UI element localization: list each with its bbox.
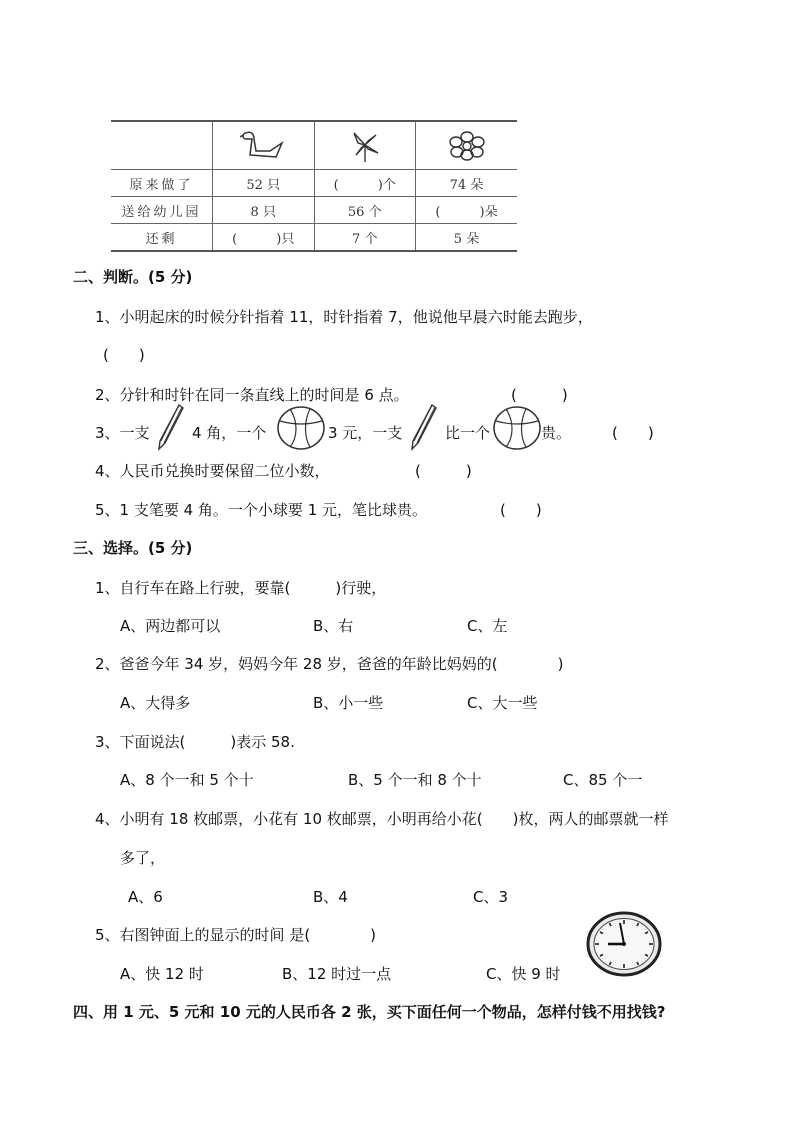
quantity-table bbox=[111, 120, 517, 248]
choice-q5-option-c[interactable]: C、快 9 时 bbox=[486, 965, 561, 983]
pencil-icon bbox=[155, 403, 185, 455]
judge-q3-part-c: 3 元，一支 bbox=[328, 424, 403, 442]
judge-q3-part-e: 贵。 bbox=[541, 424, 572, 442]
choice-q3-option-a[interactable]: A、8 个一和 5 个十 bbox=[120, 771, 254, 789]
table-cell: 52 只 bbox=[213, 170, 315, 197]
choice-q1: 1、自行车在路上行驶，要靠( )行驶， bbox=[95, 579, 387, 597]
choice-q4-line1: 4、小明有 18 枚邮票，小花有 10 枚邮票，小明再给小花( )枚，两人的邮票就一样 bbox=[95, 810, 669, 828]
table-cell: 56 个 bbox=[314, 197, 416, 224]
table-row bbox=[111, 224, 517, 252]
choice-q4-line2: 多了， bbox=[120, 849, 166, 867]
table-row bbox=[111, 197, 517, 224]
judge-q1: 1、小明起床的时候分针指着 11，时针指着 7，他说他早晨六时能去跑步， bbox=[95, 308, 593, 326]
judge-q4: 4、人民币兑换时要保留二位小数， bbox=[95, 462, 330, 480]
choice-q2-option-a[interactable]: A、大得多 bbox=[120, 694, 191, 712]
choice-q1-option-b[interactable]: B、右 bbox=[313, 617, 354, 635]
choice-q3-option-c[interactable]: C、85 个一 bbox=[563, 771, 643, 789]
choice-q2-option-b[interactable]: B、小一些 bbox=[313, 694, 384, 712]
paper-flower-icon bbox=[416, 121, 518, 170]
table-corner bbox=[111, 121, 213, 170]
choice-q1-option-a[interactable]: A、两边都可以 bbox=[120, 617, 221, 635]
table-cell: 5 朵 bbox=[416, 224, 518, 252]
section-2-title: 二、判断。(5 分) bbox=[73, 268, 193, 286]
judge-q4-answer-blank[interactable]: ( ) bbox=[415, 462, 472, 480]
choice-q5-option-a[interactable]: A、快 12 时 bbox=[120, 965, 204, 983]
choice-q4-option-b[interactable]: B、4 bbox=[313, 888, 348, 906]
choice-q5: 5、右图钟面上的显示的时间 是( ) bbox=[95, 926, 377, 944]
judge-q3-part-d: 比一个 bbox=[445, 424, 491, 442]
choice-q4-option-c[interactable]: C、3 bbox=[473, 888, 509, 906]
judge-q3-part-a: 3、一支 bbox=[95, 424, 150, 442]
clock-icon bbox=[586, 911, 662, 981]
choice-q3-option-b[interactable]: B、5 个一和 8 个十 bbox=[348, 771, 482, 789]
table-cell: 7 个 bbox=[314, 224, 416, 252]
choice-q1-option-c[interactable]: C、左 bbox=[467, 617, 508, 635]
judge-q2: 2、分针和时针在同一条直线上的时间是 6 点。 bbox=[95, 386, 409, 404]
pinwheel-icon bbox=[314, 121, 416, 170]
table-cell: 8 只 bbox=[213, 197, 315, 224]
paper-swan-icon bbox=[213, 121, 315, 170]
table-row bbox=[111, 170, 517, 197]
judge-q3-answer-blank[interactable]: ( ) bbox=[612, 424, 654, 442]
table-cell: ( )只 bbox=[213, 224, 315, 252]
choice-q5-option-b[interactable]: B、12 时过一点 bbox=[282, 965, 392, 983]
basketball-icon bbox=[492, 405, 542, 455]
judge-q1-answer-blank[interactable]: ( ) bbox=[103, 346, 145, 364]
choice-q3: 3、下面说法( )表示 58. bbox=[95, 733, 295, 751]
row-label: 送给幼儿园 bbox=[111, 197, 213, 224]
table-cell: ( )朵 bbox=[416, 197, 518, 224]
judge-q5-answer-blank[interactable]: ( ) bbox=[500, 501, 542, 519]
judge-q5: 5、1 支笔要 4 角。一个小球要 1 元，笔比球贵。 bbox=[95, 501, 428, 519]
table-cell: 74 朵 bbox=[416, 170, 518, 197]
judge-q2-answer-blank[interactable]: ( ) bbox=[511, 386, 568, 404]
choice-q2-option-c[interactable]: C、大一些 bbox=[467, 694, 538, 712]
choice-q2: 2、爸爸今年 34 岁，妈妈今年 28 岁，爸爸的年龄比妈妈的( ) bbox=[95, 655, 564, 673]
section-4-title: 四、用 1 元、5 元和 10 元的人民币各 2 张，买下面任何一个物品，怎样付钱不用找钱? bbox=[73, 1003, 666, 1021]
pencil-icon bbox=[408, 403, 438, 455]
judge-q3-part-b: 4 角，一个 bbox=[192, 424, 267, 442]
row-label: 还剩 bbox=[111, 224, 213, 252]
section-3-title: 三、选择。(5 分) bbox=[73, 539, 193, 557]
basketball-icon bbox=[276, 405, 326, 455]
choice-q4-option-a[interactable]: A、6 bbox=[128, 888, 163, 906]
table-cell: ( )个 bbox=[314, 170, 416, 197]
row-label: 原来做了 bbox=[111, 170, 213, 197]
